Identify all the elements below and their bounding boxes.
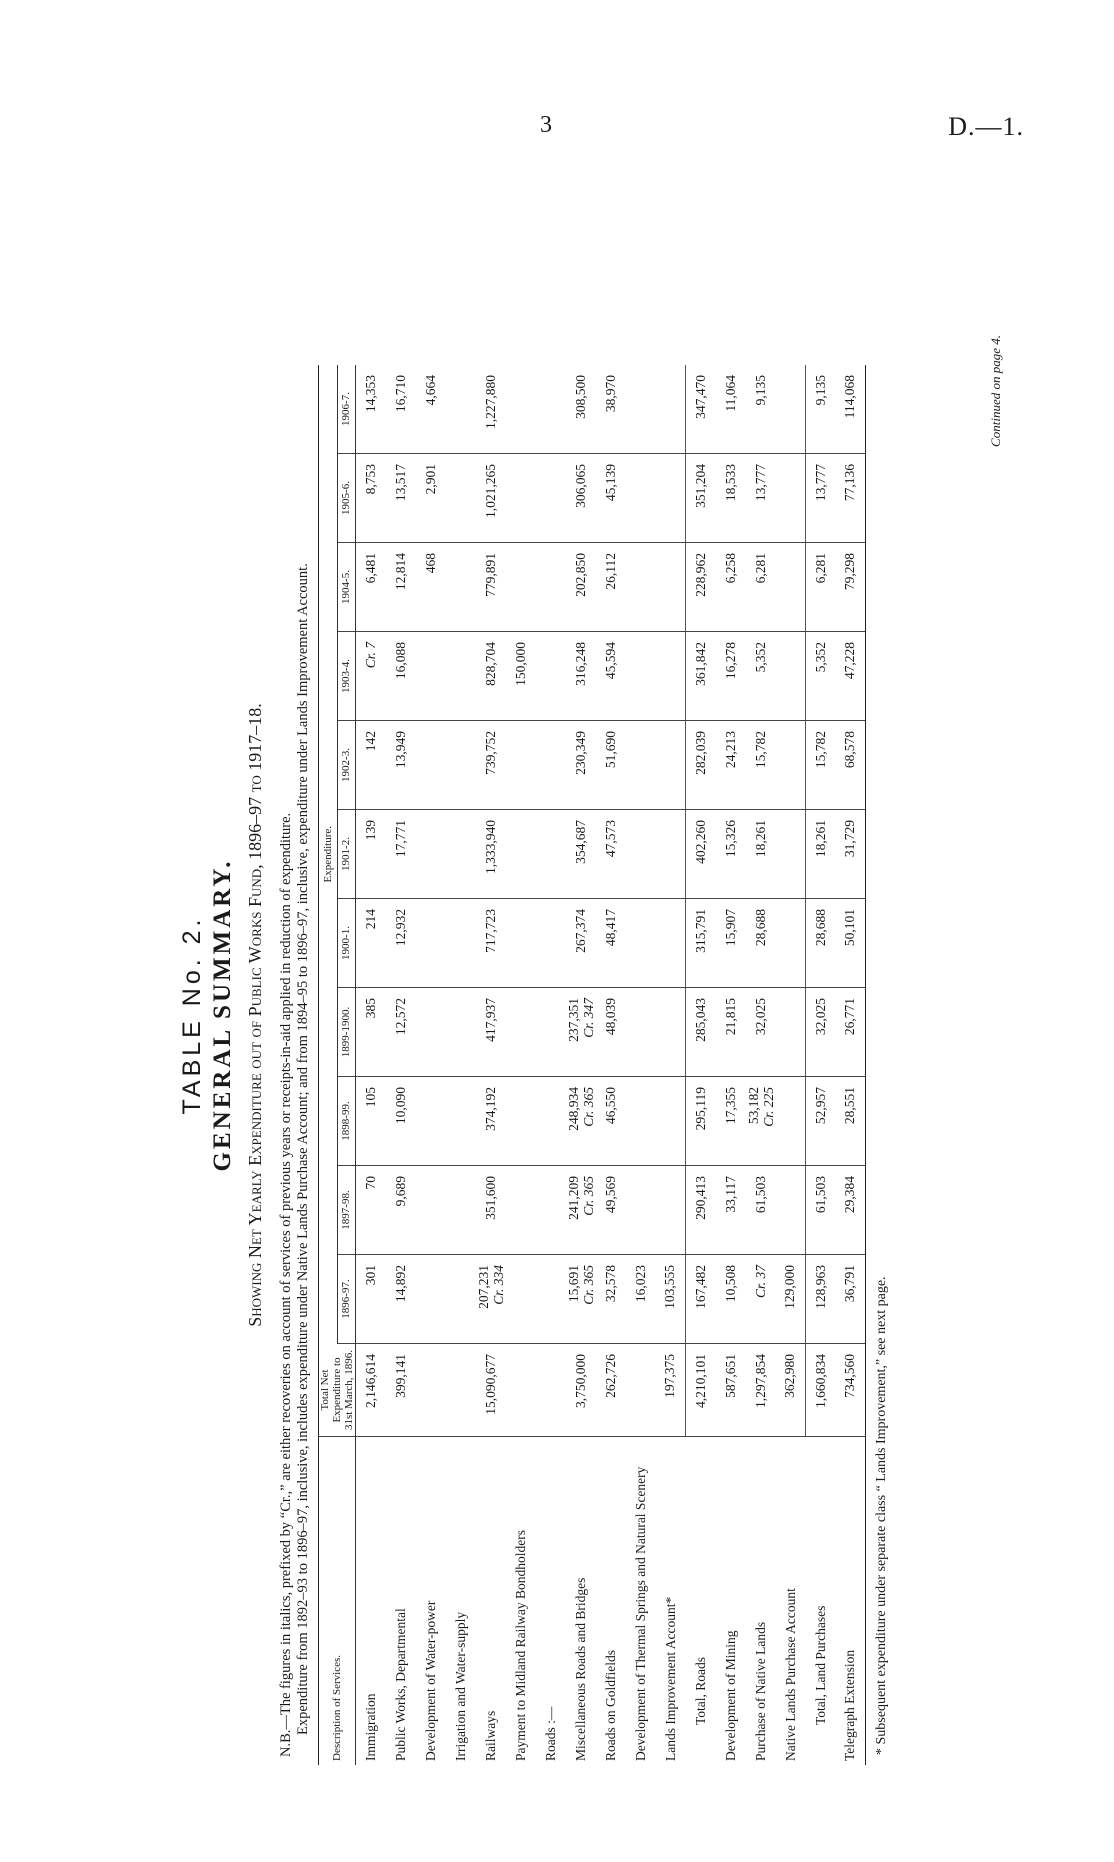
row-value: 385 <box>356 988 386 1077</box>
row-total: 4,210,101 <box>686 1344 716 1437</box>
row-label: Purchase of Native Lands <box>752 1621 768 1761</box>
row-value: 31,729 <box>836 810 866 899</box>
table-row <box>806 365 836 1765</box>
row-value: 9,689 <box>386 1166 416 1255</box>
row-value: 150,000 <box>506 632 536 721</box>
row-value: 18,261 <box>746 810 776 899</box>
value-part: 248,934 <box>565 1087 581 1131</box>
row-value: 1,227,880 <box>476 365 506 454</box>
row-value: 52,957 <box>806 1077 836 1166</box>
row-label: Development of Mining <box>722 1630 738 1761</box>
table-row <box>416 365 446 1765</box>
value-part: Cr. 365 <box>580 1087 596 1127</box>
row-value: 351,204 <box>686 454 716 543</box>
row-value: 61,503 <box>746 1166 776 1255</box>
row-value: 47,228 <box>836 632 866 721</box>
row-value <box>446 454 476 543</box>
row-value: 14,892 <box>386 1255 416 1344</box>
row-value: 16,023 <box>626 1255 656 1344</box>
table-row <box>626 365 656 1765</box>
row-value: 417,937 <box>476 988 506 1077</box>
row-value: 167,482 <box>686 1255 716 1344</box>
row-total <box>416 1344 446 1437</box>
row-value: 48,039 <box>596 988 626 1077</box>
table-row <box>566 365 596 1765</box>
row-value <box>446 365 476 454</box>
row-value: 16,088 <box>386 632 416 721</box>
header-year: 1902-3. <box>337 721 356 810</box>
row-value <box>476 1255 506 1344</box>
row-value: 295,119 <box>686 1077 716 1166</box>
row-value: 10,508 <box>716 1255 746 1344</box>
row-value <box>776 632 806 721</box>
row-total: 2,146,614 <box>356 1344 386 1437</box>
row-value: 50,101 <box>836 899 866 988</box>
row-value: 26,771 <box>836 988 866 1077</box>
row-value <box>416 632 446 721</box>
row-value: 49,569 <box>596 1166 626 1255</box>
table-row <box>386 365 416 1765</box>
row-value <box>566 1166 596 1255</box>
row-value <box>416 1255 446 1344</box>
row-value <box>536 1077 566 1166</box>
row-value: 48,417 <box>596 899 626 988</box>
row-value: 13,517 <box>386 454 416 543</box>
row-total: 587,651 <box>716 1344 746 1437</box>
table-row <box>446 365 476 1765</box>
row-value: 347,470 <box>686 365 716 454</box>
row-value <box>656 543 686 632</box>
row-label: Telegraph Extension <box>836 1437 866 1766</box>
row-value: 46,550 <box>596 1077 626 1166</box>
row-value: 361,842 <box>686 632 716 721</box>
row-value: 13,949 <box>386 721 416 810</box>
row-value <box>776 543 806 632</box>
row-value: 128,963 <box>806 1255 836 1344</box>
row-value: 68,578 <box>836 721 866 810</box>
row-value: 32,025 <box>806 988 836 1077</box>
row-value: 9,135 <box>806 365 836 454</box>
row-value: 15,326 <box>716 810 746 899</box>
row-value <box>626 543 656 632</box>
row-value: 45,139 <box>596 454 626 543</box>
row-value: 6,281 <box>746 543 776 632</box>
row-total: 362,980 <box>776 1344 806 1437</box>
row-label: Development of Thermal Springs and Natural Scenery <box>632 1466 648 1761</box>
row-value: 306,065 <box>566 454 596 543</box>
row-value <box>656 721 686 810</box>
row-total: 734,560 <box>836 1344 866 1437</box>
row-value <box>446 632 476 721</box>
row-value: 228,962 <box>686 543 716 632</box>
row-value <box>566 1255 596 1344</box>
row-value: 17,771 <box>386 810 416 899</box>
row-value: 1,021,265 <box>476 454 506 543</box>
row-value: 10,090 <box>386 1077 416 1166</box>
row-value: 282,039 <box>686 721 716 810</box>
row-value: 70 <box>356 1166 386 1255</box>
row-value: 79,298 <box>836 543 866 632</box>
row-total: 262,726 <box>596 1344 626 1437</box>
row-value: 17,355 <box>716 1077 746 1166</box>
row-label: Roads :— <box>542 1706 558 1761</box>
row-value <box>536 810 566 899</box>
value-part: 207,231 <box>475 1265 491 1309</box>
row-value <box>776 899 806 988</box>
row-value: 717,723 <box>476 899 506 988</box>
row-value <box>446 899 476 988</box>
row-value: 18,261 <box>806 810 836 899</box>
row-value: 4,664 <box>416 365 446 454</box>
row-value <box>656 988 686 1077</box>
row-value: 290,413 <box>686 1166 716 1255</box>
row-value: 202,850 <box>566 543 596 632</box>
table-row <box>536 365 566 1765</box>
row-value: 18,533 <box>716 454 746 543</box>
row-value <box>506 988 536 1077</box>
row-value: 32,025 <box>746 988 776 1077</box>
document-code: D.—1. <box>948 112 1024 141</box>
row-value <box>446 721 476 810</box>
row-value: 26,112 <box>596 543 626 632</box>
row-value: 2,901 <box>416 454 446 543</box>
row-value: 129,000 <box>776 1255 806 1344</box>
row-value: 828,704 <box>476 632 506 721</box>
row-value <box>656 365 686 454</box>
row-label: Public Works, Departmental <box>392 1608 408 1761</box>
row-value <box>776 365 806 454</box>
row-value: 24,213 <box>716 721 746 810</box>
row-value <box>536 899 566 988</box>
row-value: 16,710 <box>386 365 416 454</box>
row-value <box>506 1255 536 1344</box>
value-part: Cr. 225 <box>760 1087 776 1127</box>
row-value: 354,687 <box>566 810 596 899</box>
row-value <box>626 1077 656 1166</box>
row-value: 15,782 <box>806 721 836 810</box>
row-value <box>536 454 566 543</box>
table-row <box>656 365 686 1765</box>
header-year: 1900-1. <box>337 899 356 988</box>
row-value <box>776 988 806 1077</box>
row-value <box>776 454 806 543</box>
header-year: 1897-98. <box>337 1166 356 1255</box>
row-total: 15,090,677 <box>476 1344 506 1437</box>
row-value: 13,777 <box>806 454 836 543</box>
row-value <box>446 1166 476 1255</box>
row-label: Total, Land Purchases <box>812 1605 828 1725</box>
row-value: 402,260 <box>686 810 716 899</box>
row-value: 6,258 <box>716 543 746 632</box>
row-value <box>656 1166 686 1255</box>
row-label: Railways <box>482 1710 498 1761</box>
row-value: 301 <box>356 1255 386 1344</box>
row-value <box>416 721 446 810</box>
value-part: 237,351 <box>565 998 581 1042</box>
row-value <box>506 1166 536 1255</box>
note-block <box>278 265 312 1757</box>
row-total: 197,375 <box>656 1344 686 1437</box>
row-value <box>656 1077 686 1166</box>
row-value: 38,970 <box>596 365 626 454</box>
table-row <box>746 365 776 1765</box>
row-label: Payment to Midland Railway Bondholders <box>512 1530 528 1761</box>
row-value: 15,907 <box>716 899 746 988</box>
table-row <box>686 365 716 1765</box>
note-line-2: Expenditure from 1892–93 to 1896–97, inclusive, includes expenditure under Native Lands Purchase Account; and from 1894–95 to 1896–97, inclusive, expenditure under Lands Improvement Account. <box>295 563 311 1735</box>
table-title: GENERAL SUMMARY. <box>209 858 236 1172</box>
row-value <box>626 1166 656 1255</box>
row-value <box>626 365 656 454</box>
row-value <box>626 454 656 543</box>
row-value <box>656 899 686 988</box>
header-year: 1904-5. <box>337 543 356 632</box>
row-value <box>536 543 566 632</box>
table-row <box>776 365 806 1765</box>
continued-note: Continued on page 4. <box>988 335 1003 447</box>
row-value <box>446 1077 476 1166</box>
row-total: 3,750,000 <box>566 1344 596 1437</box>
row-value <box>446 988 476 1077</box>
row-total <box>446 1344 476 1437</box>
row-value: Cr. 37 <box>746 1255 776 1344</box>
table-row <box>356 365 386 1765</box>
row-value: 1,333,940 <box>476 810 506 899</box>
row-label: Miscellaneous Roads and Bridges <box>572 1577 588 1761</box>
row-value: 36,791 <box>836 1255 866 1344</box>
row-value <box>416 899 446 988</box>
row-value: 214 <box>356 899 386 988</box>
row-value <box>776 810 806 899</box>
row-value: 8,753 <box>356 454 386 543</box>
row-value <box>536 632 566 721</box>
row-value <box>776 1077 806 1166</box>
row-value <box>626 810 656 899</box>
row-value: 114,068 <box>836 365 866 454</box>
value-part: Cr. 365 <box>580 1265 596 1305</box>
row-value: 33,117 <box>716 1166 746 1255</box>
row-value: 316,248 <box>566 632 596 721</box>
row-value <box>626 721 656 810</box>
row-value: 14,353 <box>356 365 386 454</box>
row-value: 12,814 <box>386 543 416 632</box>
row-value: 308,500 <box>566 365 596 454</box>
value-part: 15,691 <box>565 1265 581 1303</box>
note-line-1: N.B.—The figures in italics, prefixed by “Cr.,” are either recoveries on account of services of previous years or receipts-in-aid applied in reduction of expenditure. <box>278 812 294 1757</box>
header-year: 1898-99. <box>337 1077 356 1166</box>
row-value: 15,782 <box>746 721 776 810</box>
row-value: 29,384 <box>836 1166 866 1255</box>
summary-table <box>318 365 866 1765</box>
row-value <box>626 988 656 1077</box>
row-label: Immigration <box>362 1693 378 1761</box>
row-total: 1,297,854 <box>746 1344 776 1437</box>
value-part: 53,182 <box>745 1087 761 1125</box>
row-value: 5,352 <box>806 632 836 721</box>
header-description: Description of Services. <box>319 1437 356 1766</box>
row-label: Irrigation and Water-supply <box>452 1611 468 1761</box>
row-label: Lands Improvement Account* <box>662 1596 678 1761</box>
row-value: 6,281 <box>806 543 836 632</box>
row-value <box>626 632 656 721</box>
row-value <box>416 1166 446 1255</box>
row-value <box>506 543 536 632</box>
row-label: Roads on Goldfields <box>602 1650 618 1761</box>
row-value: 739,752 <box>476 721 506 810</box>
row-total: 399,141 <box>386 1344 416 1437</box>
row-value: 5,352 <box>746 632 776 721</box>
row-value <box>656 632 686 721</box>
header-year: 1899-1900. <box>337 988 356 1077</box>
table-number: TABLE No. 2. <box>178 915 206 1115</box>
table-row <box>836 365 866 1765</box>
row-value: 11,064 <box>716 365 746 454</box>
row-value <box>656 810 686 899</box>
row-value <box>446 1255 476 1344</box>
row-value <box>566 1077 596 1166</box>
row-value <box>626 899 656 988</box>
header-year: 1905-6. <box>337 454 356 543</box>
row-value <box>656 454 686 543</box>
row-value <box>506 1077 536 1166</box>
row-value: 267,374 <box>566 899 596 988</box>
row-value <box>746 1077 776 1166</box>
row-value <box>506 365 536 454</box>
row-value: 28,688 <box>746 899 776 988</box>
row-value <box>416 988 446 1077</box>
row-value: 32,578 <box>596 1255 626 1344</box>
row-value: 77,136 <box>836 454 866 543</box>
row-value <box>536 1166 566 1255</box>
row-value <box>446 810 476 899</box>
value-part: 241,209 <box>565 1176 581 1220</box>
row-value: 16,278 <box>716 632 746 721</box>
row-value: 105 <box>356 1077 386 1166</box>
header-year: 1903-4. <box>337 632 356 721</box>
row-value: Cr. 7 <box>356 632 386 721</box>
row-value: 315,791 <box>686 899 716 988</box>
table-row <box>716 365 746 1765</box>
row-value: 6,481 <box>356 543 386 632</box>
row-value: 28,688 <box>806 899 836 988</box>
page-number: 3 <box>540 112 552 138</box>
row-value <box>446 543 476 632</box>
footnote: * Subsequent expenditure under separate class “ Lands Improvement,” see next page. <box>874 1276 889 1755</box>
row-value <box>776 1166 806 1255</box>
row-value: 28,551 <box>836 1077 866 1166</box>
row-value: 13,777 <box>746 454 776 543</box>
row-value: 103,555 <box>656 1255 686 1344</box>
header-year: 1906-7. <box>337 365 356 454</box>
row-value: 51,690 <box>596 721 626 810</box>
table-row <box>506 365 536 1765</box>
row-total <box>626 1344 656 1437</box>
row-value <box>776 721 806 810</box>
row-total <box>506 1344 536 1437</box>
header-total: Total Net Expenditure to 31st March, 1896. <box>319 1344 356 1437</box>
row-value: 285,043 <box>686 988 716 1077</box>
row-total <box>536 1344 566 1437</box>
row-value <box>566 988 596 1077</box>
row-value <box>506 454 536 543</box>
row-value: 779,891 <box>476 543 506 632</box>
row-value: 9,135 <box>746 365 776 454</box>
row-label: Native Lands Purchase Account <box>782 1588 798 1761</box>
row-value <box>536 365 566 454</box>
value-part: Cr. 334 <box>490 1265 506 1305</box>
header-expenditure: Expenditure. <box>319 365 338 1344</box>
row-value <box>536 721 566 810</box>
row-value <box>506 899 536 988</box>
row-value: 142 <box>356 721 386 810</box>
table-row <box>596 365 626 1765</box>
row-value <box>416 1077 446 1166</box>
row-value: 374,192 <box>476 1077 506 1166</box>
row-total: 1,660,834 <box>806 1344 836 1437</box>
table-row <box>476 365 506 1765</box>
row-value <box>506 721 536 810</box>
row-value: 21,815 <box>716 988 746 1077</box>
row-value: 230,349 <box>566 721 596 810</box>
row-value <box>506 810 536 899</box>
value-part: Cr. 347 <box>580 998 596 1038</box>
row-label: Development of Water-power <box>422 1600 438 1761</box>
row-label: Total, Roads <box>692 1656 708 1725</box>
table-subtitle: Showing Net Yearly Expenditure out of Public Works Fund, 1896–97 to 1917–18. <box>245 703 265 1327</box>
row-value: 45,594 <box>596 632 626 721</box>
row-value: 351,600 <box>476 1166 506 1255</box>
row-value <box>536 988 566 1077</box>
row-value: 47,573 <box>596 810 626 899</box>
row-value: 61,503 <box>806 1166 836 1255</box>
row-value: 468 <box>416 543 446 632</box>
row-value <box>536 1255 566 1344</box>
value-part: Cr. 365 <box>580 1176 596 1216</box>
row-value <box>416 810 446 899</box>
rotated-page-content <box>160 265 1060 1765</box>
row-value: 12,572 <box>386 988 416 1077</box>
header-year: 1901-2. <box>337 810 356 899</box>
row-value: 12,932 <box>386 899 416 988</box>
row-value: 139 <box>356 810 386 899</box>
header-year: 1896-97. <box>337 1255 356 1344</box>
